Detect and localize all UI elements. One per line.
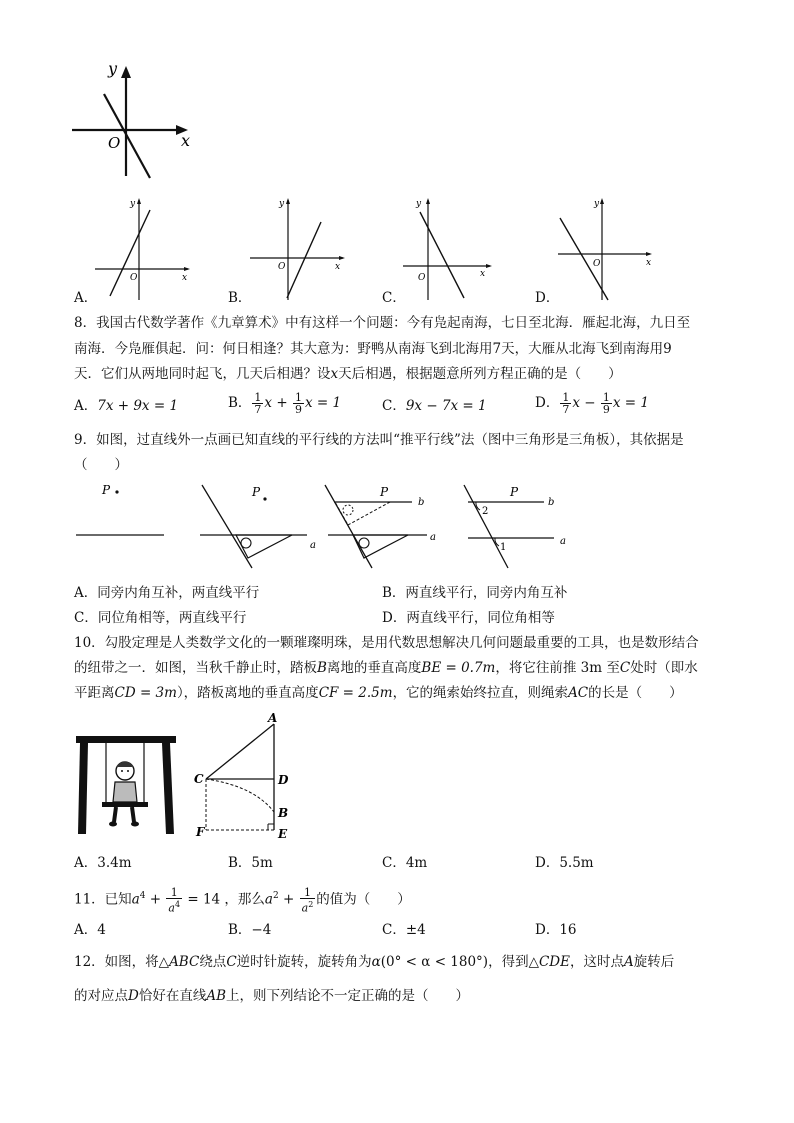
child-hair <box>116 762 134 768</box>
option-text: 两直线平行，同旁内角互补 <box>405 585 568 601</box>
option-label: B． <box>228 395 252 411</box>
text-part: ，它的绳索始终拉直，则绳索 <box>392 685 569 701</box>
triangle-ruler-moved <box>335 502 390 525</box>
q8-text-line-1: 8．我国古代数学著作《九章算术》中有这样一个问题：今有凫起南海，七日至北海．雁起北海，九日至 <box>74 315 691 331</box>
denominator <box>300 899 316 914</box>
function-line <box>110 210 150 296</box>
point-a-label: A <box>268 711 278 725</box>
q9-option-b[interactable] <box>382 583 567 603</box>
x-label: x <box>480 269 486 279</box>
swing-left-post <box>78 743 88 834</box>
q7-option-d-label[interactable]: D． <box>535 290 560 306</box>
text-part: 的长是（ ） <box>588 685 683 701</box>
math-expr: CD = 3m <box>114 685 177 701</box>
swing-top-bar <box>76 736 176 743</box>
y-arrow-icon <box>426 198 430 204</box>
option-label: B． <box>228 855 252 871</box>
exponent: 2 <box>272 891 279 901</box>
q9-option-c[interactable] <box>74 608 246 628</box>
option-text: ±4 <box>405 922 426 938</box>
text-part: 12．如图，将△ <box>74 954 170 970</box>
numerator: 1 <box>562 391 570 404</box>
fraction <box>601 392 612 415</box>
option-expression: x + <box>264 395 292 411</box>
y-label: y <box>279 199 285 209</box>
x-arrow-icon <box>184 267 190 271</box>
option-label: C． <box>382 922 406 938</box>
q8-text-part: 天．它们从两地同时起飞，几天后相遇？设 <box>74 366 331 382</box>
text-part: 的值为（ ） <box>316 891 411 908</box>
option-label: D． <box>535 395 560 411</box>
q10-option-d[interactable] <box>535 853 594 873</box>
option-label: D． <box>382 610 407 626</box>
math-var: AB <box>206 988 226 1004</box>
option-label: A． <box>74 922 98 938</box>
text-part: ，这时点 <box>569 954 624 970</box>
q10-text-line-3 <box>74 683 683 703</box>
x-arrow-icon <box>339 256 345 260</box>
math-var: B <box>317 660 327 676</box>
exponent: 4 <box>139 891 146 901</box>
fraction <box>300 887 316 914</box>
origin-label: O <box>130 273 138 283</box>
q9-figure <box>72 480 592 580</box>
y-axis-arrow-icon <box>121 66 131 78</box>
denominator: 7 <box>562 403 570 416</box>
option-text: 16 <box>559 922 577 938</box>
math-var: a <box>301 901 309 915</box>
line-a-label: a <box>310 540 316 551</box>
q8-option-b[interactable] <box>228 392 341 415</box>
math-var: a <box>131 891 140 908</box>
q7-option-b-graph[interactable] <box>245 192 355 304</box>
q11-option-d[interactable] <box>535 920 577 940</box>
point-f-label: F <box>196 825 205 839</box>
math-var: A <box>623 954 634 970</box>
denominator <box>166 899 182 914</box>
line-b-label: b <box>548 497 555 508</box>
q9-option-d[interactable] <box>382 608 555 628</box>
point-c-label: C <box>194 772 204 786</box>
ruler-edge <box>325 485 372 568</box>
q7-main-graph <box>64 58 204 183</box>
q11-option-b[interactable] <box>228 920 271 940</box>
ruler-edge <box>464 485 508 568</box>
q12-text-line-2 <box>74 986 469 1006</box>
q10-text-line-2 <box>74 658 698 678</box>
q7-option-c-label[interactable]: C． <box>382 290 406 306</box>
point-p <box>263 497 266 500</box>
text-part: 离地的垂直高度 <box>326 660 422 676</box>
x-arrow-icon <box>646 252 652 256</box>
denominator: 9 <box>294 403 302 416</box>
q7-option-a-graph[interactable] <box>90 192 200 304</box>
line-a-label: a <box>560 536 566 547</box>
option-label: C． <box>382 398 406 414</box>
text-part: 上，则下列结论不一定正确的是（ ） <box>226 988 469 1004</box>
q8-variable: x <box>330 366 339 382</box>
option-text: 4 <box>97 922 106 938</box>
math-var: AC <box>568 685 589 701</box>
child-shoe <box>109 822 117 827</box>
q7-option-b-label[interactable]: B． <box>228 290 252 306</box>
fraction <box>166 887 182 914</box>
option-expression: 7x + 9x = 1 <box>97 398 179 414</box>
option-text: −4 <box>251 922 272 938</box>
q9-option-a[interactable] <box>74 583 259 603</box>
text-part: 绕点 <box>199 954 227 970</box>
point-p-label: P <box>252 485 261 499</box>
text-part: 恰好在直线 <box>138 988 207 1004</box>
math-var: ABC <box>169 954 200 970</box>
function-line <box>287 222 321 298</box>
denominator: 7 <box>254 403 262 416</box>
q8-text-line-3 <box>74 364 622 384</box>
origin-label: O <box>108 134 121 152</box>
numerator: 1 <box>300 887 316 899</box>
text-part: ），踏板离地的垂直高度 <box>176 685 319 701</box>
q7-option-a-label[interactable]: A． <box>74 290 98 306</box>
text-part: 逆时针旋转，旋转角为 <box>236 954 372 970</box>
y-label: y <box>416 199 422 209</box>
angle-2-label: 2 <box>482 506 489 517</box>
option-label: A． <box>74 855 98 871</box>
q10-option-a[interactable] <box>74 853 132 873</box>
math-expr: (0° < α < 180°) <box>380 954 489 970</box>
origin-label: O <box>418 273 426 283</box>
option-text: 5.5m <box>559 855 594 871</box>
math-var: D <box>128 988 139 1004</box>
math-var: C <box>226 954 237 970</box>
y-label: y <box>108 59 118 78</box>
option-label: A． <box>74 585 98 601</box>
angle-1-label: 1 <box>500 542 507 553</box>
y-label: y <box>594 199 600 209</box>
denominator: 9 <box>602 403 610 416</box>
line-b-label: b <box>418 497 425 508</box>
q11-text <box>74 882 411 914</box>
triangle-hole-moved <box>343 505 353 515</box>
q10-option-c[interactable] <box>382 853 427 873</box>
option-expression: x = 1 <box>304 395 342 411</box>
x-label: x <box>181 131 191 150</box>
fraction <box>293 392 304 415</box>
x-label: x <box>335 262 341 272</box>
math-var: a <box>168 901 175 915</box>
option-text: 同旁内角互补，两直线平行 <box>97 585 260 601</box>
q10-geometry-figure <box>192 712 302 842</box>
text-part: 处时（即水 <box>630 660 698 676</box>
origin-label: O <box>278 262 286 272</box>
option-expression: x − <box>572 395 600 411</box>
y-arrow-icon <box>286 198 290 204</box>
numerator: 1 <box>294 391 302 404</box>
text-part: 的纽带之一．如图，当秋千静止时，踏板 <box>74 660 317 676</box>
text-part: ，将它往前推 3m 至 <box>495 660 620 676</box>
option-label: D． <box>535 855 560 871</box>
math-var: a <box>264 891 273 908</box>
q8-option-d[interactable] <box>535 392 649 415</box>
line-a-label: a <box>430 532 436 543</box>
math-var: CDE <box>538 954 570 970</box>
point-p-label: P <box>510 485 519 499</box>
q11-option-a[interactable] <box>74 920 106 940</box>
q7-option-c-graph[interactable] <box>398 192 508 304</box>
q10-swing-illustration <box>76 736 176 836</box>
text-part: 的对应点 <box>74 988 128 1004</box>
function-line <box>420 212 464 298</box>
swing-arc <box>206 779 274 812</box>
point-d-label: D <box>278 773 289 787</box>
point-b-label: B <box>278 806 289 820</box>
option-label: B． <box>228 922 252 938</box>
ruler-edge <box>202 485 252 568</box>
math-var: α <box>371 954 381 970</box>
child-body <box>113 782 137 802</box>
origin-label: O <box>593 259 601 269</box>
option-expression: 9x − 7x = 1 <box>405 398 487 414</box>
numerator: 1 <box>166 887 182 899</box>
child-shoe <box>131 822 139 827</box>
text-part: 旋转后 <box>633 954 675 970</box>
q8-option-c[interactable] <box>382 396 487 416</box>
text-part: = 14 ，那么 <box>183 891 265 908</box>
point-p <box>115 490 118 493</box>
triangle-hole <box>241 538 251 548</box>
child-eye <box>127 770 129 772</box>
text-part: 平距离 <box>74 685 115 701</box>
x-label: x <box>646 258 652 268</box>
option-expression: x = 1 <box>612 395 649 411</box>
numerator: 1 <box>602 391 610 404</box>
q9-text-line-2: （ ） <box>74 457 128 473</box>
point-p-label: P <box>102 483 111 497</box>
operator: + <box>278 891 299 908</box>
q10-option-b[interactable] <box>228 853 273 873</box>
triangle-hole <box>359 538 369 548</box>
option-text: 同位角相等，两直线平行 <box>97 610 247 626</box>
option-text: 5m <box>251 855 273 871</box>
text-part: ，得到△ <box>488 954 539 970</box>
option-label: A． <box>74 398 98 414</box>
child-legs <box>114 807 134 822</box>
point-e-label: E <box>278 827 288 841</box>
swing-right-post <box>162 743 174 834</box>
swing-seat <box>102 802 148 807</box>
option-text: 4m <box>405 855 428 871</box>
option-label: C． <box>74 610 98 626</box>
exponent: 2 <box>308 899 314 909</box>
math-var: C <box>619 660 631 676</box>
child-eye <box>121 770 123 772</box>
fraction <box>560 392 571 415</box>
option-text: 3.4m <box>97 855 132 871</box>
rope-ac <box>206 724 274 779</box>
point-p-label: P <box>380 485 389 499</box>
q10-text-line-1: 10．勾股定理是人类数学文化的一颗璀璨明珠，是用代数思想解决几何问题最重要的工具，也是数形结合 <box>74 635 699 651</box>
math-expr: BE = 0.7m <box>421 660 496 676</box>
q12-text-line-1 <box>74 952 674 972</box>
option-label: D． <box>535 922 560 938</box>
exponent: 4 <box>174 899 181 909</box>
q8-option-a[interactable] <box>74 396 178 416</box>
option-text: 两直线平行，同位角相等 <box>406 610 555 626</box>
option-label: B． <box>382 585 406 601</box>
fraction <box>252 392 263 415</box>
q7-option-d-graph[interactable] <box>550 192 660 304</box>
text-part: 11．已知 <box>74 891 132 908</box>
y-arrow-icon <box>600 198 604 204</box>
operator: + <box>145 891 166 908</box>
q8-text-line-2: 南海．今凫雁俱起．问：何日相逢？其大意为：野鸭从南海飞到北海用7天，大雁从北海飞到南海用9 <box>74 341 672 357</box>
y-label: y <box>130 199 136 209</box>
q8-text-part: 天后相遇，根据题意所列方程正确的是（ ） <box>338 366 622 382</box>
option-label: C． <box>382 855 406 871</box>
x-label: x <box>182 273 188 283</box>
math-expr: CF = 2.5m <box>318 685 393 701</box>
q11-option-c[interactable] <box>382 920 426 940</box>
function-line <box>560 218 608 300</box>
numerator: 1 <box>254 391 262 404</box>
q9-text-line-1: 9．如图，过直线外一点画已知直线的平行线的方法叫“推平行线”法（图中三角形是三角板），其依据是 <box>74 432 684 448</box>
y-arrow-icon <box>137 198 141 204</box>
x-arrow-icon <box>486 264 492 268</box>
